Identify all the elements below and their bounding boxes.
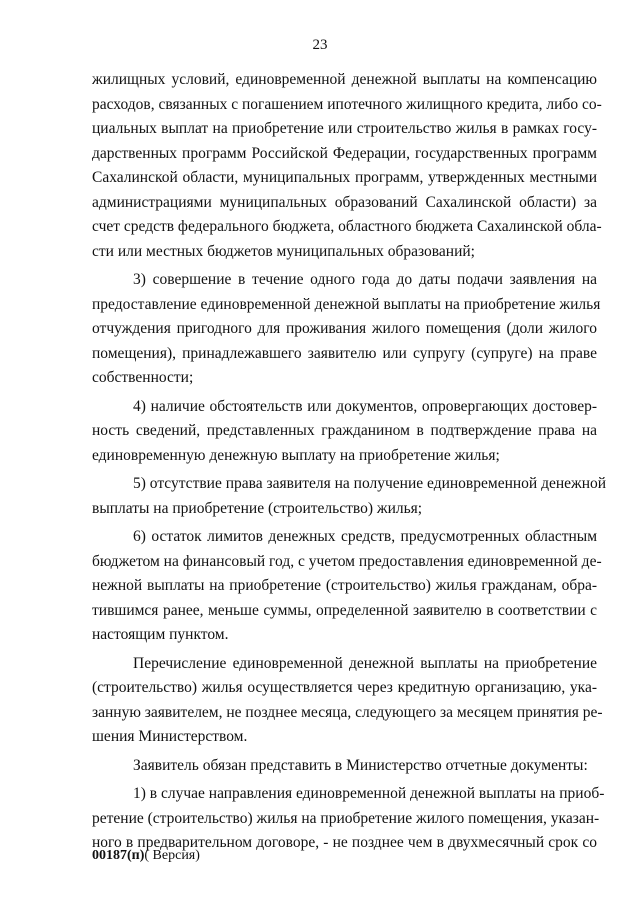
page-number: 23 — [312, 37, 328, 53]
document-code: 00187(п) — [92, 848, 145, 863]
text-line: нежной выплаты на приобретение (строительство) жилья гражданам, обра- — [92, 577, 597, 594]
text-line: ного в предварительном договоре, - не позднее чем в двухмесячный срок со — [92, 834, 597, 851]
text-line: помещения), принадлежавшего заявителю или супругу (супруге) на праве — [92, 344, 597, 362]
text-line: дарственных программ Российской Федерации, государственных программ — [92, 144, 597, 162]
text-line: собственности; — [92, 369, 194, 386]
text-line: администрациями муниципальных образований Сахалинской области) за — [92, 193, 597, 211]
text-line: предоставление единовременной денежной выплаты на приобретение жилья — [92, 295, 601, 313]
paragraph — [92, 68, 602, 264]
document-body — [92, 68, 607, 856]
text-line: ность сведений, представленных гражданином в подтверждение права на — [92, 422, 597, 439]
document-footer — [92, 848, 200, 864]
text-line: Перечисление единовременной денежной выплаты на приобретение — [133, 654, 597, 672]
paragraph — [92, 782, 605, 856]
document-version: ( Версия) — [144, 848, 200, 863]
text-line: расходов, связанных с погашением ипотечного жилищного кредита, либо со- — [92, 95, 602, 113]
text-line: 3) совершение в течение одного года до даты подачи заявления на — [133, 271, 597, 288]
text-line: настоящим пунктом. — [92, 626, 229, 643]
paragraph — [92, 268, 601, 391]
text-line: 1) в случае направления единовременной денежной выплаты на приоб- — [133, 785, 605, 802]
text-line: тившимся ранее, меньше суммы, определенной заявителю в соответствии с — [92, 601, 597, 619]
paragraph — [92, 395, 597, 469]
text-line: единовременную денежную выплату на приобретение жилья; — [92, 446, 500, 464]
text-line: занную заявителем, не позднее месяца, следующего за месяцем принятия ре- — [92, 703, 603, 721]
text-line: жилищных условий, единовременной денежной выплаты на компенсацию — [92, 71, 597, 88]
text-line: счет средств федерального бюджета, областного бюджета Сахалинской обла- — [92, 218, 602, 235]
text-line: Сахалинской области, муниципальных программ, утвержденных местными — [92, 169, 597, 186]
text-line: сти или местных бюджетов муниципальных образований; — [92, 242, 475, 260]
text-line: 5) отсутствие права заявителя на получение единовременной денежной — [133, 475, 607, 492]
paragraph — [92, 472, 607, 521]
text-line: отчуждения пригодного для проживания жилого помещения (доли жилого — [92, 320, 597, 337]
text-line: выплаты на приобретение (строительство) жилья; — [92, 499, 423, 517]
text-line: бюджетом на финансовый год, с учетом предоставления единовременной де- — [92, 552, 602, 570]
paragraph — [92, 754, 597, 779]
text-line: шения Министерством. — [92, 728, 248, 745]
text-line: (строительство) жилья осуществляется через кредитную организацию, ука- — [92, 679, 597, 696]
text-line: ретение (строительство) жилья на приобретение жилого помещения, указан- — [92, 809, 600, 827]
text-line: Заявитель обязан представить в Министерство отчетные документы: — [133, 756, 588, 774]
paragraph — [92, 652, 603, 750]
paragraph — [92, 525, 602, 648]
text-line: 4) наличие обстоятельств или документов, опровергающих достовер- — [133, 397, 597, 415]
text-line: циальных выплат на приобретение или строительство жилья в рамках госу- — [92, 120, 597, 137]
text-line: 6) остаток лимитов денежных средств, предусмотренных областным — [133, 528, 597, 545]
